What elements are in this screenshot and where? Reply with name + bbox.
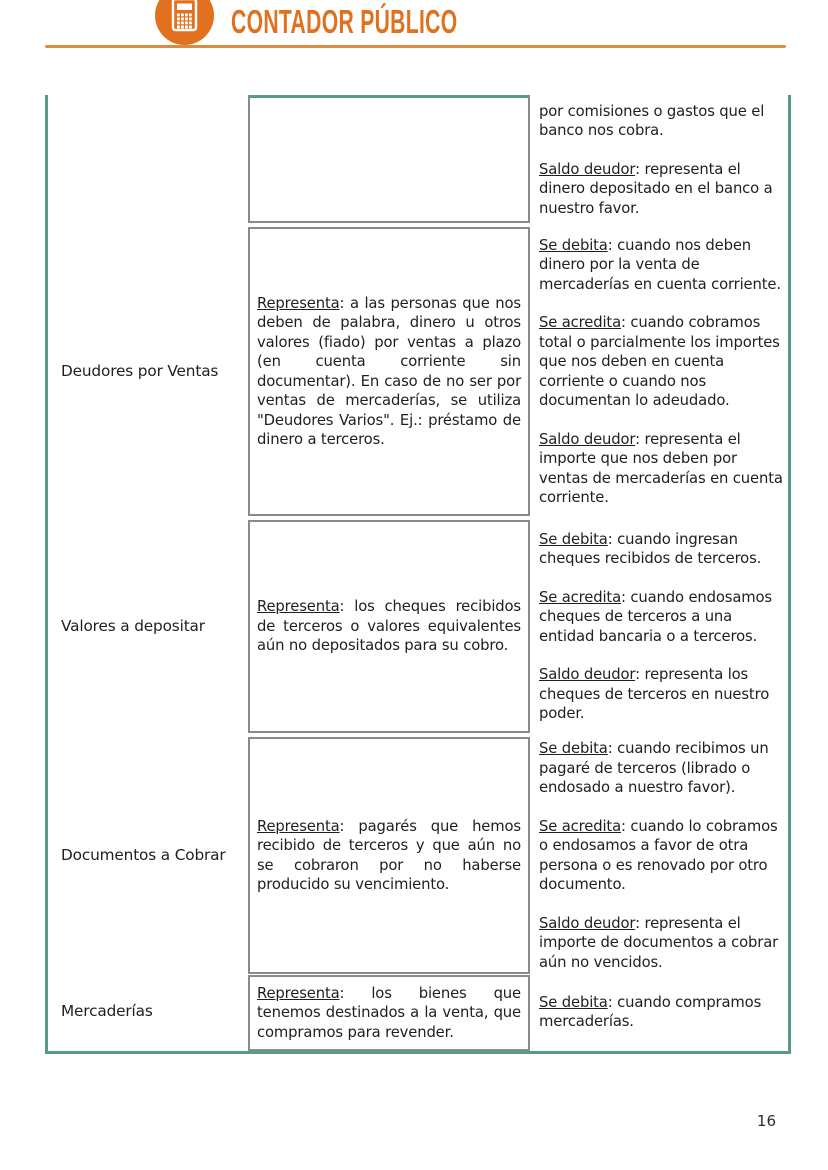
movements-cell [530, 973, 788, 1051]
account-name-cell [48, 735, 248, 976]
term-text: : los cheques recibidos de terceros o valores equivalentes aún no depositados para su cobro. [257, 598, 521, 655]
term-label: Se debita [539, 236, 608, 254]
page-number: 16 [756, 1112, 776, 1130]
term-label: Se debita [539, 740, 608, 757]
term-label: Saldo deudor [539, 666, 636, 683]
paragraph [539, 160, 784, 219]
paragraph [539, 102, 784, 141]
term-text: : cuando lo cobramos o endosamos a favor de otra persona o es renovado por otro documento. [539, 817, 778, 893]
table-row [48, 973, 788, 1051]
term-label: Representa [257, 817, 340, 835]
account-name-cell [48, 225, 248, 518]
term-text: : pagarés que hemos recibido de terceros y que aún no se cobraron por no haberse producido su vencimiento. [257, 817, 521, 893]
paragraph [539, 665, 784, 724]
representa-cell [248, 225, 530, 518]
term-label: Representa [257, 294, 340, 312]
term-text: : cuando compramos mercaderías. [539, 993, 762, 1030]
table-row [48, 95, 788, 225]
term-label: Representa [257, 598, 340, 616]
term-text: : cuando endosamos cheques de terceros a una entidad bancaria o a terceros. [539, 588, 772, 645]
term-text: : cuando recibimos un pagaré de terceros (librado o endosado a nuestro favor). [539, 740, 769, 796]
paragraph [539, 588, 784, 647]
paragraph [539, 430, 784, 508]
paragraph [257, 597, 521, 656]
representa-cell [248, 518, 530, 735]
term-text: : representa el importe de documentos a cobrar aún no vencidos. [539, 914, 779, 971]
term-text: : cuando nos deben dinero por la venta de mercaderías en cuenta corriente. [539, 236, 781, 293]
term-text: : cuando cobramos total o parcialmente los importes que nos deben en cuenta corriente o cuando nos documentan lo adeudado. [539, 314, 780, 409]
term-label: Saldo deudor [539, 160, 636, 178]
term-text: : cuando ingresan cheques recibidos de terceros. [539, 530, 762, 567]
term-text: : los bienes que tenemos destinados a la venta, que compramos para revender. [257, 984, 521, 1041]
movements-cell [530, 95, 788, 225]
paragraph [539, 914, 784, 973]
movements-cell [530, 225, 788, 518]
movements-cell [530, 518, 788, 735]
table-row [48, 735, 788, 973]
representa-box-empty [248, 95, 530, 223]
representa-box [248, 227, 530, 516]
representa-cell [248, 95, 530, 225]
table-row [48, 518, 788, 735]
term-label: Se acredita [539, 588, 621, 606]
term-text: : representa el dinero depositado en el banco a nuestro favor. [539, 160, 773, 217]
paragraph [539, 817, 784, 895]
term-label: Representa [257, 984, 340, 1002]
paragraph [539, 530, 784, 569]
account-name: Mercaderías [61, 1002, 153, 1021]
term-label: Se acredita [539, 817, 621, 835]
paragraph [257, 984, 521, 1043]
account-name: Documentos a Cobrar [61, 845, 226, 864]
term-label: Se acredita [539, 314, 621, 331]
term-text: : representa los cheques de terceros en nuestro poder. [539, 666, 770, 722]
table-row [48, 225, 788, 518]
term-text: : representa el importe que nos deben por ventas de mercaderías en cuenta corriente. [539, 430, 783, 506]
brand-title: CONTADOR PÚBLICO [231, 3, 458, 40]
paragraph [539, 739, 784, 798]
term-label: Saldo deudor [539, 914, 636, 932]
account-name: Deudores por Ventas [61, 361, 219, 380]
paragraph [539, 993, 784, 1032]
account-name-cell [48, 95, 248, 225]
representa-box [248, 975, 530, 1051]
representa-cell [248, 735, 530, 976]
accounts-table [45, 95, 791, 1054]
representa-box [248, 520, 530, 733]
paragraph [257, 817, 521, 895]
calculator-icon-glyph [155, 0, 214, 45]
account-name-cell [48, 518, 248, 735]
paragraph [539, 236, 784, 295]
term-label: Se debita [539, 530, 608, 548]
representa-box [248, 737, 530, 974]
account-name-cell [48, 973, 248, 1051]
paragraph [257, 294, 521, 450]
account-name: Valores a depositar [61, 616, 205, 635]
movements-cell [530, 735, 788, 976]
term-label: Se debita [539, 993, 608, 1011]
paragraph [539, 313, 784, 411]
header-divider [45, 45, 786, 48]
term-text: por comisiones o gastos que el banco nos cobra. [539, 102, 765, 140]
representa-cell [248, 973, 530, 1051]
term-text: : a las personas que nos deben de palabra, dinero u otros valores (fiado) por ventas a plazo (en cuenta corriente sin documentar). En caso de no ser por ventas de mercaderías, se utiliza "Deudores Varios". Ej.: préstamo de dinero a terceros. [257, 294, 521, 448]
calculator-icon [155, 0, 214, 45]
term-label: Saldo deudor [539, 430, 636, 448]
